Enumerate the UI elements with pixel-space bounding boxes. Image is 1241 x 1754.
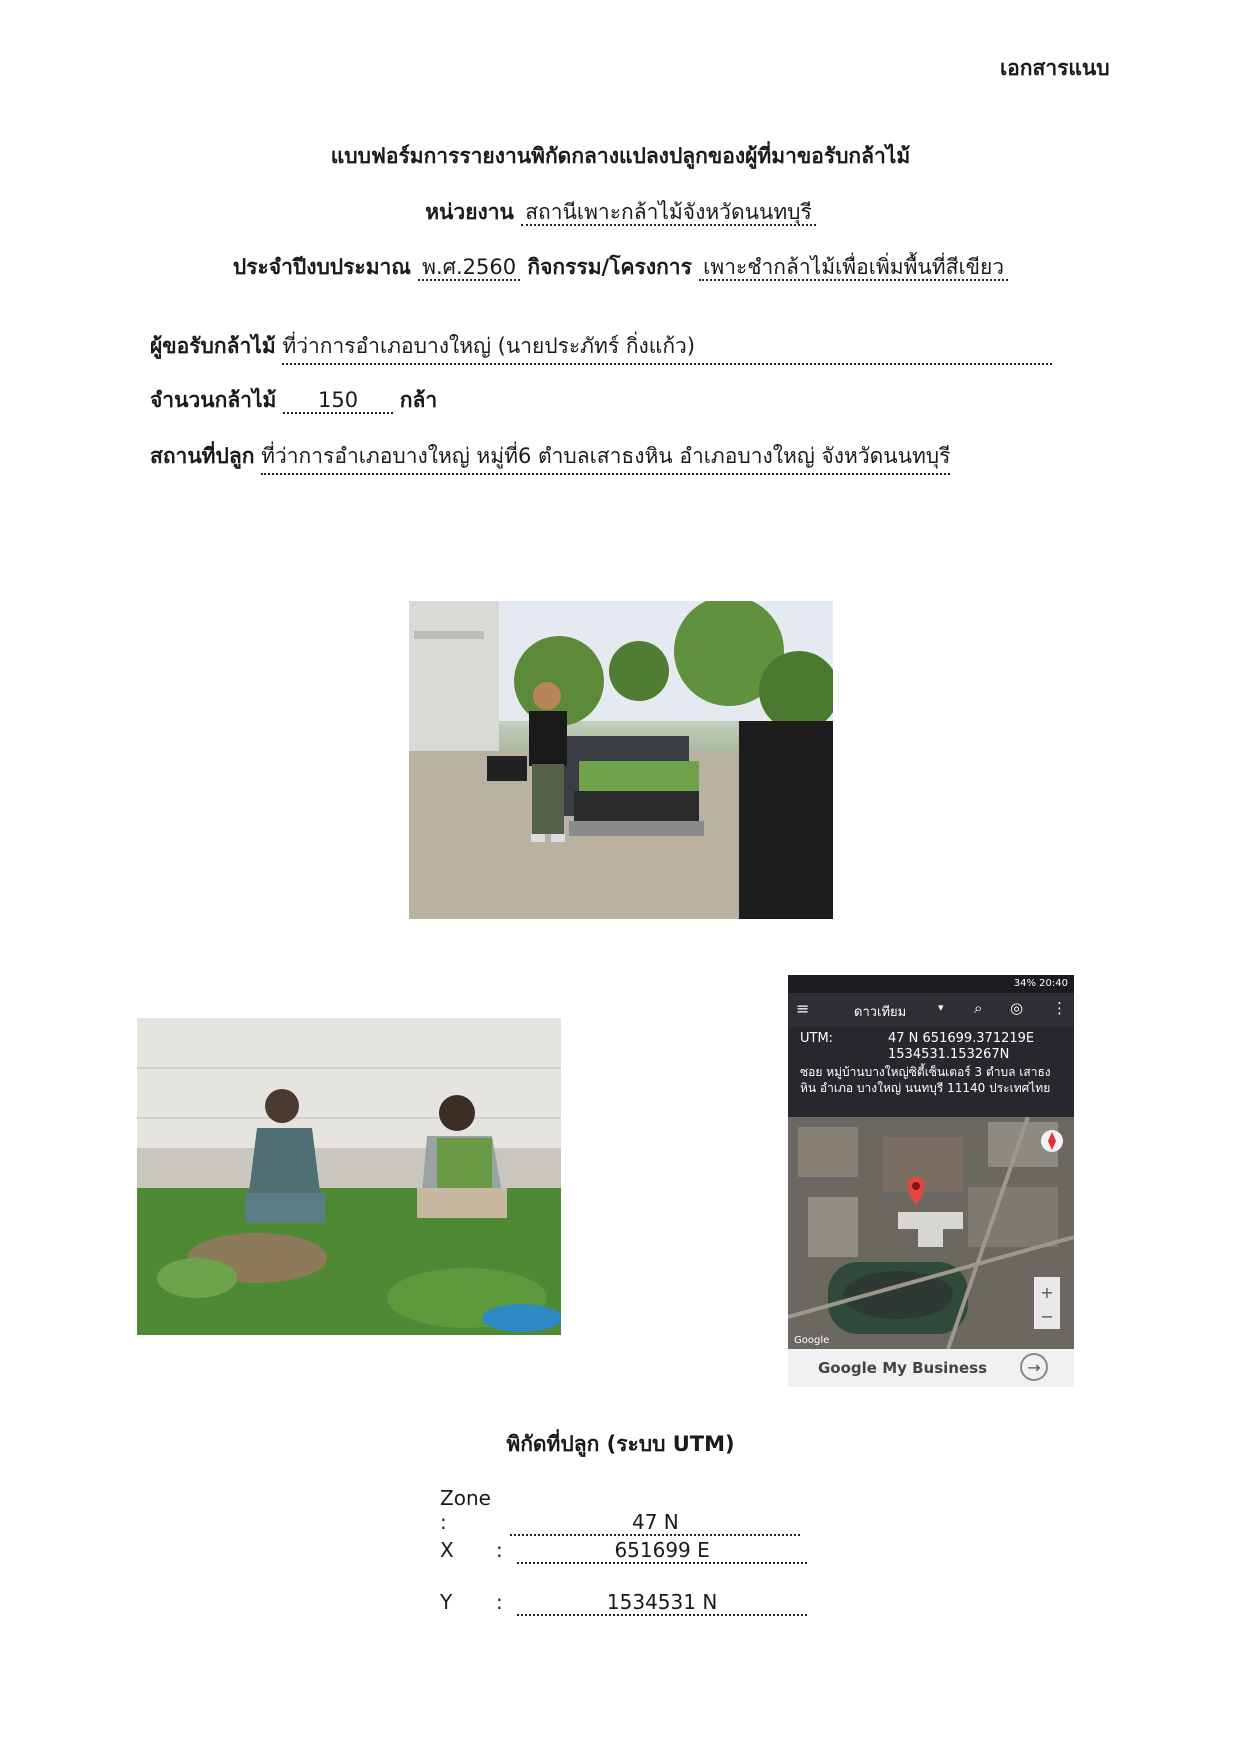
x-colon: :: [496, 1538, 503, 1562]
coordinate-panel: [788, 1027, 1074, 1117]
zone-label: Zone :: [440, 1486, 491, 1534]
unit-value: สถานีเพาะกล้าไม้จังหวัดนนทบุรี: [521, 200, 816, 226]
seedlings-unit: กล้า: [399, 388, 438, 412]
attachment-label: เอกสารแนบ: [1000, 56, 1110, 80]
recipient-field: [282, 330, 1052, 365]
ad-banner[interactable]: [788, 1349, 1074, 1387]
locate-icon[interactable]: ◎: [1010, 999, 1024, 1017]
y-label: Y: [440, 1590, 453, 1614]
planting-photo: [137, 1018, 561, 1335]
location-value: ที่ว่าการอำเภอบางใหญ่ หมู่ที่6 ตำบลเสาธงหิน อำเภอบางใหญ่ จังหวัดนนทบุรี: [261, 440, 950, 475]
budget-value: พ.ศ.2560: [418, 255, 520, 281]
x-row: [440, 1538, 807, 1564]
utm-line2: 1534531.153267N: [888, 1047, 1010, 1062]
arrow-right-icon[interactable]: →: [1020, 1353, 1048, 1381]
zone-row: [440, 1486, 800, 1536]
seedlings-line: [150, 384, 437, 417]
location-line: [150, 440, 950, 475]
utm-line1: 47 N 651699.371219E: [888, 1031, 1035, 1046]
utm-label: UTM:: [800, 1031, 834, 1046]
address-text: ซอย หมู่บ้านบางใหญ่ซิตี้เซ็นเตอร์ 3 ตำบล เสาธงหิน อำเภอ บางใหญ่ นนทบุรี 11140 ประเทศไทย: [800, 1065, 1051, 1095]
x-label: X: [440, 1538, 454, 1562]
zoom-in-icon: +: [1040, 1283, 1054, 1302]
y-colon: :: [496, 1590, 503, 1614]
zone-value: 47 N: [510, 1510, 800, 1536]
map-type-selector[interactable]: ดาวเทียม: [854, 1005, 907, 1020]
location-label: สถานที่ปลูก: [150, 444, 255, 468]
ad-text: Google My Business: [818, 1359, 988, 1377]
utm-section-title: พิกัดที่ปลูก (ระบบ UTM): [506, 1432, 735, 1456]
unit-label: หน่วยงาน: [425, 200, 514, 224]
phone-status-bar: [788, 975, 1074, 993]
phone-status: 34% 20:40: [1013, 978, 1068, 989]
zoom-out-icon: −: [1040, 1307, 1054, 1326]
budget-label: ประจำปีงบประมาณ: [232, 255, 411, 279]
seedling-pickup-illustration: [409, 601, 833, 919]
phone-toolbar: [788, 993, 1074, 1027]
activity-label: กิจกรรม/โครงการ: [527, 255, 692, 279]
y-value: 1534531 N: [517, 1590, 807, 1616]
seedling-pickup-photo: [409, 601, 833, 919]
seedlings-value: 150: [283, 388, 393, 414]
budget-line: [0, 251, 1241, 284]
activity-value: เพาะชำกล้าไม้เพื่อเพิ่มพื้นที่สีเขียว: [699, 255, 1008, 281]
x-value: 651699 E: [517, 1538, 807, 1564]
search-icon[interactable]: ⌕: [974, 999, 983, 1017]
unit-line: [0, 196, 1241, 229]
planting-illustration: [137, 1018, 561, 1335]
seedlings-label: จำนวนกล้าไม้: [150, 388, 277, 412]
map-brand: Google: [794, 1335, 830, 1346]
recipient-line: [150, 330, 1090, 365]
recipient-value: ที่ว่าการอำเภอบางใหญ่ (นายประภัทร์ กิ่งแก้ว): [282, 334, 696, 358]
satellite-map[interactable]: [788, 1117, 1074, 1349]
gps-phone-screenshot: [788, 975, 1074, 1387]
more-icon[interactable]: ⋮: [1052, 999, 1067, 1017]
y-row: [440, 1590, 807, 1616]
menu-icon[interactable]: ≡: [796, 999, 810, 1018]
form-title: แบบฟอร์มการรายงานพิกัดกลางแปลงปลูกของผู้ที่มาขอรับกล้าไม้: [330, 144, 911, 168]
recipient-label: ผู้ขอรับกล้าไม้: [150, 334, 276, 358]
chevron-down-icon[interactable]: ▾: [938, 1001, 944, 1014]
